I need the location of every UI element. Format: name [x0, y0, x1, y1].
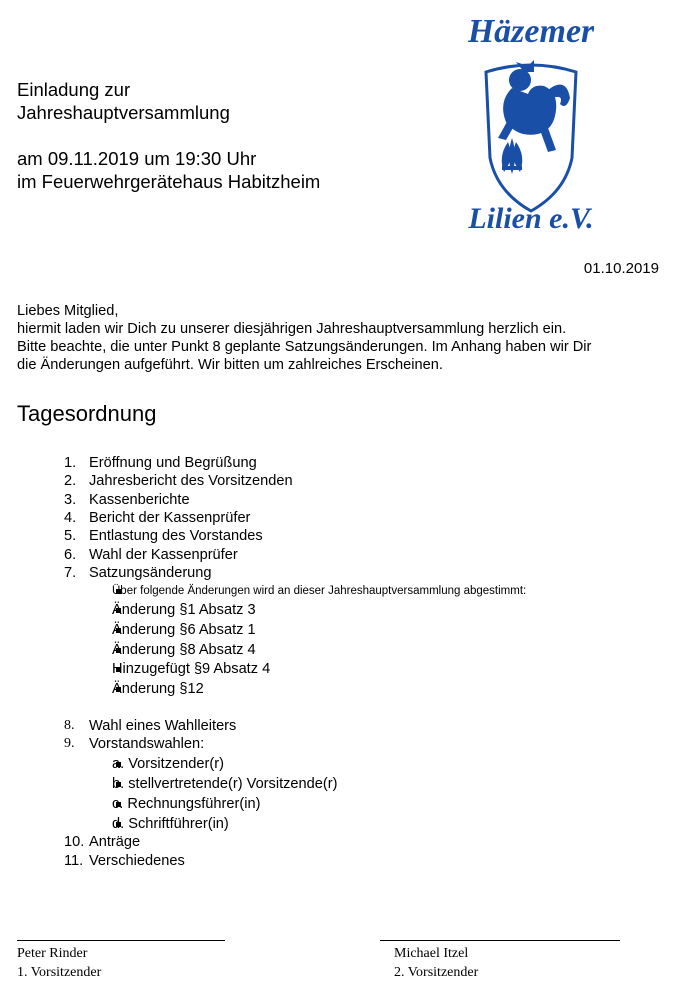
agenda-item-number: 6. — [64, 547, 77, 563]
agenda-item-number: 3. — [64, 492, 77, 508]
agenda-item-text: Jahresbericht des Vorsitzenden — [89, 473, 293, 489]
agenda-heading: Tagesordnung — [17, 401, 157, 426]
agenda-item-number: 1. — [64, 455, 77, 471]
intro-line: die Änderungen aufgeführt. Wir bitten um zahlreiches Erscheinen. — [17, 357, 443, 373]
logo-bottom-text: Lilien e.V. — [468, 202, 594, 235]
agenda-item-text: Verschiedenes — [89, 853, 185, 869]
meeting-date-time: am 09.11.2019 um 19:30 Uhr — [17, 148, 257, 169]
signature-line-2 — [380, 940, 620, 941]
agenda-item-text: Entlastung des Vorstandes — [89, 528, 263, 544]
agenda-item-text: Anträge — [89, 834, 141, 850]
title-line-1: Einladung zur — [17, 79, 131, 100]
title-line-2: Jahreshauptversammlung — [17, 102, 230, 123]
agenda-item-text: Kassenberichte — [89, 492, 190, 508]
agenda-item-number: 2. — [64, 473, 77, 489]
meeting-location: im Feuerwehrgerätehaus Habitzheim — [17, 171, 321, 192]
logo-top-text: Häzemer — [468, 13, 594, 50]
agenda-item-text: Wahl der Kassenprüfer — [89, 547, 238, 563]
agenda-item-number: 11. — [64, 853, 84, 869]
agenda-item-number: 7. — [64, 565, 77, 581]
intro-line: Bitte beachte, die unter Punkt 8 geplante Satzungsänderungen. Im Anhang haben wir Dir — [17, 339, 592, 355]
signer-name: Peter Rinder — [17, 946, 88, 961]
intro-line: hiermit laden wir Dich zu unserer diesjährigen Jahreshauptversammlung herzlich ein. — [17, 321, 567, 337]
intro-paragraph — [17, 302, 591, 374]
agenda-item-text: Eröffnung und Begrüßung — [89, 455, 257, 471]
agenda-item-number: 10. — [64, 834, 85, 850]
agenda-item-number: 8. — [64, 718, 75, 733]
salutation: Liebes Mitglied, — [17, 303, 119, 319]
agenda-item-text: Wahl eines Wahlleiters — [89, 718, 237, 734]
signer-role: 2. Vorsitzender — [394, 965, 479, 980]
agenda-item-number: 4. — [64, 510, 77, 526]
signer-role: 1. Vorsitzender — [17, 965, 102, 980]
agenda-item-number: 9. — [64, 736, 75, 751]
lily-icon — [502, 138, 523, 174]
signature-line-1 — [17, 940, 225, 941]
agenda-item-text: Bericht der Kassenprüfer — [89, 510, 251, 526]
invitation-title — [17, 78, 320, 193]
club-logo — [468, 6, 594, 238]
letter-date: 01.10.2019 — [583, 260, 659, 277]
signer-name: Michael Itzel — [394, 946, 469, 961]
lion-icon — [498, 60, 570, 152]
agenda-item-text: Vorstandswahlen: — [89, 736, 205, 752]
signature-block-2 — [394, 944, 478, 982]
agenda-item-number: 5. — [64, 528, 77, 544]
agenda-item-text: Satzungsänderung — [89, 565, 212, 581]
signature-block-1 — [17, 944, 101, 982]
